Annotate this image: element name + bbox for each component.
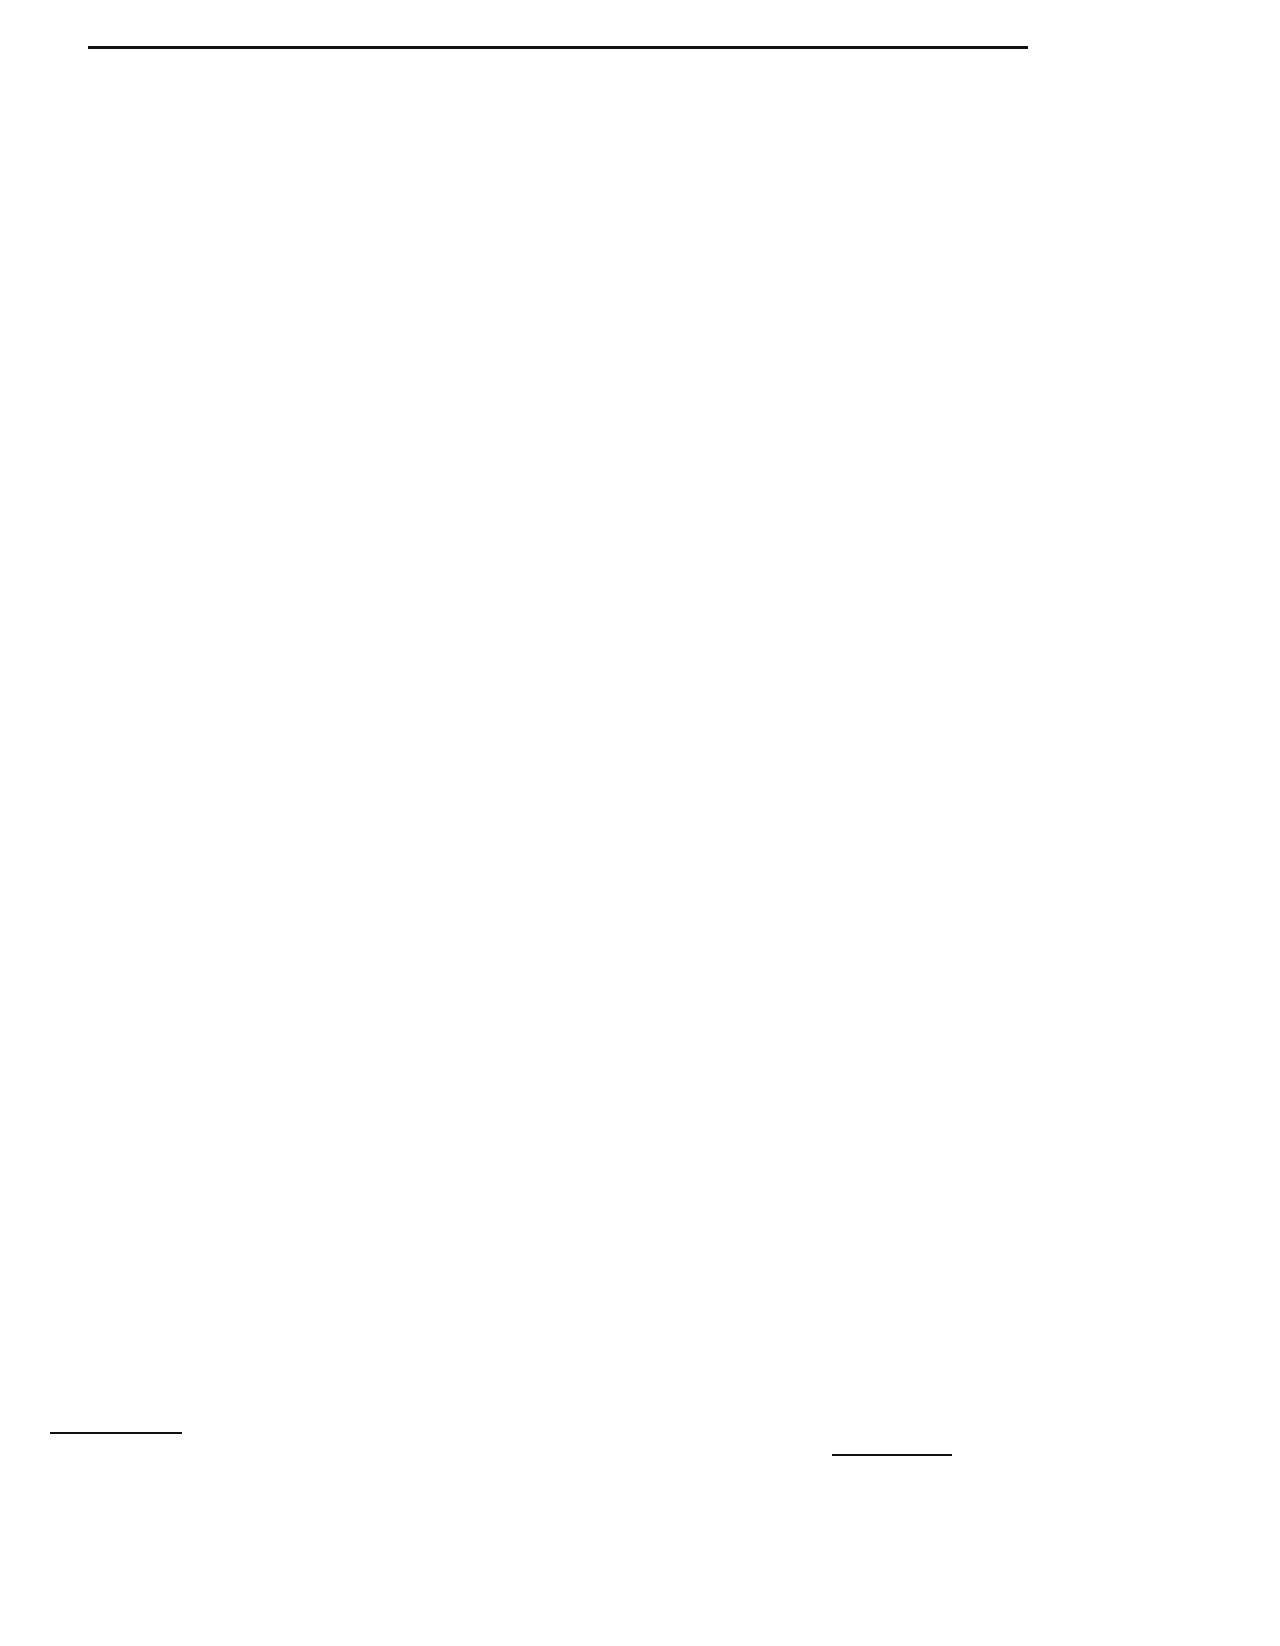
table-row [72, 515, 1032, 552]
section-heading [72, 102, 1032, 130]
table-row [72, 478, 1032, 496]
table-row [72, 809, 1032, 827]
table-row [72, 1287, 1032, 1324]
table-row [72, 699, 1032, 717]
table-row [72, 956, 1032, 974]
table-row [72, 130, 1032, 148]
table-row [72, 662, 1032, 680]
table-row [72, 993, 1032, 1011]
table-row [72, 901, 1032, 919]
table-row [72, 680, 1032, 698]
table-row [72, 1030, 1032, 1048]
table-row [72, 1214, 1032, 1232]
table-row [72, 301, 1032, 319]
table-row [72, 149, 1032, 167]
table-row [72, 551, 1032, 569]
table-row [72, 827, 1032, 864]
table-row [72, 864, 1032, 882]
table-row [72, 216, 1032, 234]
table-row [72, 883, 1032, 901]
table-row [72, 735, 1032, 753]
table-row [72, 496, 1032, 514]
table-row [72, 717, 1032, 735]
table-row [72, 1066, 1032, 1084]
table-row [72, 938, 1032, 956]
table-row [72, 919, 1032, 937]
section-heading [72, 54, 1032, 82]
table-row [72, 459, 1032, 477]
table-row [72, 1232, 1032, 1250]
table-row [72, 82, 1032, 100]
table-row [72, 607, 1032, 644]
table-row [72, 282, 1032, 300]
table-row [72, 570, 1032, 588]
table-row [72, 1103, 1032, 1121]
section-heading [72, 188, 1032, 216]
table-row [72, 319, 1032, 337]
section-heading [72, 340, 1032, 368]
table-row [72, 404, 1032, 422]
table-row [72, 1195, 1032, 1213]
table-row [72, 441, 1032, 459]
table-row [72, 234, 1032, 252]
table-row [72, 1085, 1032, 1103]
table-row [72, 368, 1032, 386]
table-row [72, 772, 1032, 790]
header-rule [88, 46, 1028, 49]
table-row [72, 423, 1032, 441]
parts-listing [72, 52, 1032, 1324]
table-row [72, 1048, 1032, 1066]
table-row [72, 791, 1032, 809]
table-row [72, 1140, 1032, 1158]
table-row [72, 643, 1032, 661]
table-row [72, 588, 1032, 606]
section-heading [72, 254, 1032, 282]
table-row [72, 167, 1032, 185]
table-row [72, 754, 1032, 772]
table-row [72, 1250, 1032, 1287]
table-row [72, 1158, 1032, 1176]
table-row [72, 974, 1032, 992]
table-row [72, 386, 1032, 404]
table-row [72, 1122, 1032, 1140]
footer-rule-right [832, 1454, 952, 1456]
table-row [72, 1177, 1032, 1195]
footer-rule-left [50, 1432, 182, 1434]
table-row [72, 1011, 1032, 1029]
